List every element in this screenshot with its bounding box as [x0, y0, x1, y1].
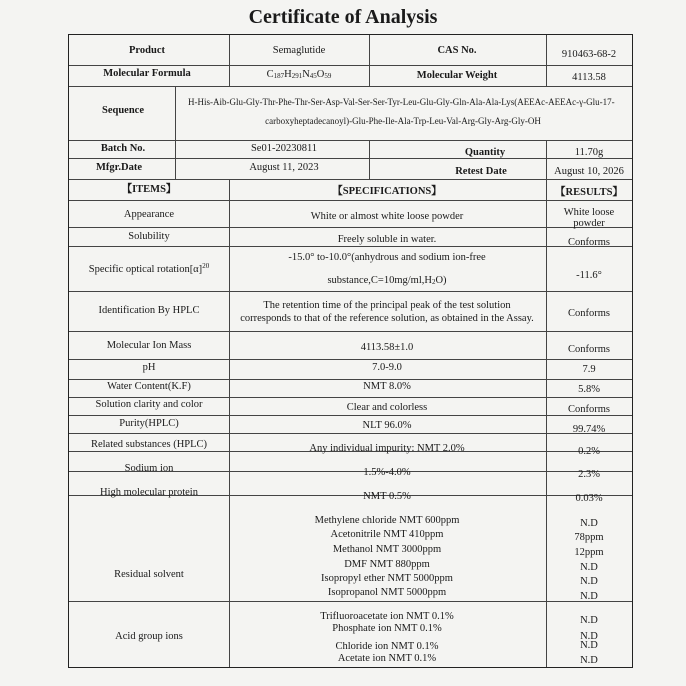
acid-spec: Chloride ion NMT 0.1% [335, 641, 439, 652]
rule [69, 331, 632, 332]
rule [69, 379, 632, 380]
row-spec: Freely soluble in water. [337, 234, 437, 245]
row-result: Conforms [568, 404, 610, 415]
rule [175, 86, 176, 140]
acid-result: N.D [580, 640, 598, 651]
retest-value: August 10, 2026 [554, 166, 624, 177]
row-item: Residual solvent [114, 569, 184, 580]
row-spec: NLT 96.0% [362, 420, 412, 431]
mw-value: 4113.58 [572, 72, 606, 83]
rule [69, 227, 632, 228]
sequence-line-1: H-His-Aib-Glu-Gly-Thr-Phe-Thr-Ser-Asp-Val-Ser-Ser-Tyr-Leu-Glu-Gly-Gln-Ala-Ala-Lys(AEEAc-AEEAc-γ-Glu-17- [188, 97, 615, 107]
row-result: 99.74% [572, 424, 606, 435]
residual-spec: Methanol NMT 3000ppm [332, 544, 442, 555]
rule [69, 65, 632, 66]
rule [69, 601, 632, 602]
mw-label: Molecular Weight [416, 70, 498, 81]
acid-spec: Phosphate ion NMT 0.1% [332, 623, 442, 634]
row-spec: 1.5%-4.0% [363, 467, 411, 478]
rule [546, 35, 547, 86]
residual-result: N.D [580, 576, 598, 587]
residual-result: 12ppm [574, 547, 604, 558]
row-spec: Clear and colorless [346, 402, 428, 413]
row-item: Acid group ions [115, 631, 183, 642]
residual-result: 78ppm [574, 532, 604, 543]
rule [229, 35, 230, 86]
rule [69, 246, 632, 247]
rule [69, 158, 632, 159]
rule [69, 86, 632, 87]
row-item: Water Content(K.F) [107, 381, 191, 392]
rule [69, 179, 632, 180]
rule [369, 140, 370, 179]
specifications-header: 【SPECIFICATIONS】 [332, 186, 442, 197]
rule [69, 433, 632, 434]
certificate-table [68, 34, 633, 668]
row-item: Sodium ion [124, 463, 174, 474]
cas-label: CAS No. [437, 45, 477, 56]
row-spec: 4113.58±1.0 [360, 342, 414, 353]
row-spec: 7.0-9.0 [372, 362, 402, 373]
formula-label: Molecular Formula [103, 68, 191, 79]
row-spec: -15.0° to-10.0°(anhydrous and sodium ion-free [288, 252, 486, 263]
rule [546, 179, 547, 667]
document-title: Certificate of Analysis [248, 6, 438, 28]
residual-spec: Isopropyl ether NMT 5000ppm [321, 573, 453, 584]
row-result: 0.2% [578, 446, 600, 457]
row-result: 0.03% [575, 493, 603, 504]
row-item: Related substances (HPLC) [90, 439, 208, 450]
rule [69, 291, 632, 292]
row-result: powder [573, 218, 605, 229]
product-label: Product [129, 45, 165, 56]
quantity-label: Quantity [464, 147, 506, 158]
formula-value: $C_{187}H_{291}N_{45}O_{59}$ [266, 69, 332, 80]
row-item: pH [142, 362, 156, 373]
row-result: White loose [563, 207, 615, 218]
residual-result: N.D [580, 591, 598, 602]
row-item: Appearance [123, 209, 175, 220]
residual-result: N.D [580, 562, 598, 573]
row-result: 5.8% [578, 384, 600, 395]
row-result: Conforms [568, 344, 610, 355]
rule [546, 140, 547, 179]
rule [69, 359, 632, 360]
row-result: 2.3% [578, 469, 600, 480]
residual-spec: Isopropanol NMT 5000ppm [327, 587, 447, 598]
row-result: Conforms [568, 308, 610, 319]
row-item: Molecular Ion Mass [106, 340, 192, 351]
row-item: Purity(HPLC) [119, 418, 179, 429]
row-spec: The retention time of the principal peak of the test solution [263, 300, 511, 311]
product-value: Semaglutide [272, 45, 326, 56]
row-item: High molecular protein [100, 487, 198, 498]
row-item: Specific optical $rotation[\alpha]^{20}$ [88, 262, 210, 275]
rule [69, 397, 632, 398]
row-spec: corresponds to that of the reference solution, as obtained in the Assay. [240, 313, 534, 324]
batch-label: Batch No. [100, 143, 146, 154]
rule [175, 140, 176, 179]
row-item: Solution clarity and color [95, 399, 203, 410]
mfgr-label: Mfgr.Date [96, 162, 142, 173]
rule [229, 179, 230, 667]
results-header: 【RESULTS】 [555, 187, 623, 198]
acid-result: N.D [580, 655, 598, 666]
row-spec: NMT 8.0% [363, 381, 411, 392]
residual-spec: Methylene chloride NMT 600ppm [314, 515, 460, 526]
residual-spec: Acetonitrile NMT 410ppm [330, 529, 444, 540]
row-spec: $substance,C=10mg/ml,H_2O$) [327, 275, 447, 286]
acid-result: N.D [580, 615, 598, 626]
rule [369, 35, 370, 86]
acid-result: N.D [580, 631, 598, 642]
batch-value: Se01-20230811 [250, 143, 318, 154]
sequence-line-2: carboxyheptadecanoyl)-Glu-Phe-Ile-Ala-Trp-Leu-Val-Arg-Gly-Arg-Gly-OH [265, 116, 541, 126]
rule [69, 415, 632, 416]
row-spec: NMT 0.5% [363, 491, 411, 502]
row-result: 7.9 [582, 364, 596, 375]
rule [69, 140, 632, 141]
row-item: Solubility [128, 231, 170, 242]
row-result: Conforms [568, 237, 610, 248]
residual-spec: DMF NMT 880ppm [344, 559, 430, 570]
row-spec: White or almost white loose powder [310, 211, 464, 222]
mfgr-value: August 11, 2023 [249, 162, 319, 173]
acid-spec: Trifluoroacetate ion NMT 0.1% [320, 611, 454, 622]
row-result: -11.6° [576, 270, 602, 281]
rule [69, 200, 632, 201]
residual-result: N.D [580, 518, 598, 529]
cas-value: 910463-68-2 [561, 49, 617, 60]
retest-label: Retest Date [455, 166, 507, 177]
acid-spec: Acetate ion NMT 0.1% [337, 653, 437, 664]
sequence-label: Sequence [102, 105, 144, 116]
quantity-value: 11.70g [574, 147, 604, 158]
row-item: Identification By HPLC [98, 305, 200, 316]
row-spec: Any individual impurity: NMT 2.0% [309, 443, 465, 454]
items-header: 【ITEMS】 [121, 184, 177, 195]
